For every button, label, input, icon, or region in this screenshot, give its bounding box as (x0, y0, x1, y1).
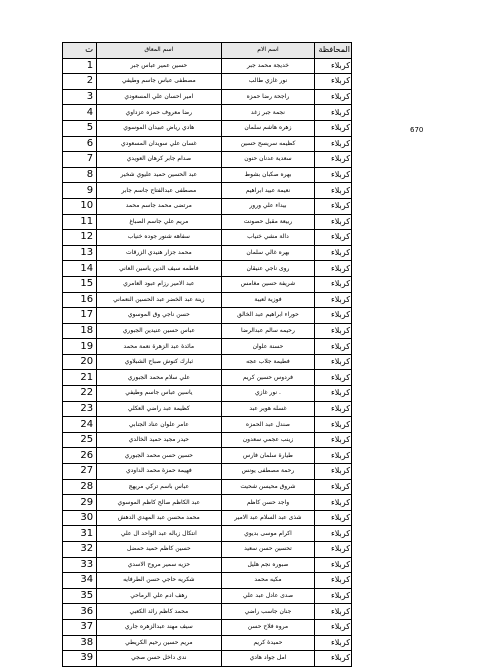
disabled-name: ندى داخل حسن صجي (97, 651, 221, 667)
table-row (63, 604, 352, 620)
governorate: كربلاء (315, 276, 352, 292)
row-number: 21 (63, 370, 97, 386)
row-number: 15 (63, 276, 97, 292)
row-number: 5 (63, 120, 97, 136)
governorate: كربلاء (315, 245, 352, 261)
mother-name: حوراء ابراهيم عبد الخالق (221, 308, 315, 324)
disabled-name: مصطفى عبدالفتاح جاسم جابر (97, 183, 221, 199)
governorate: كربلاء (315, 448, 352, 464)
header-num: ت (63, 43, 97, 59)
disabled-name: فاطمه سيف الدين ياسين العاني (97, 261, 221, 277)
governorate: كربلاء (315, 152, 352, 168)
governorate: كربلاء (315, 230, 352, 246)
mother-name: غسله هوير عبد (221, 401, 315, 417)
disabled-name: هادي رياض عبيدان الموسوي (97, 120, 221, 136)
disabled-name: حسين حسن محمد الجبوري (97, 448, 221, 464)
governorate: كربلاء (315, 417, 352, 433)
header-mother: اسم الام (221, 43, 315, 59)
disabled-name: عباس حسين عنيدين الجبوري (97, 323, 221, 339)
table-row (63, 120, 352, 136)
mother-name: حميدة كريم (221, 635, 315, 651)
table-row (63, 105, 352, 121)
row-number: 25 (63, 432, 97, 448)
table-row (63, 588, 352, 604)
mother-name: زينب عجمي سعدون (221, 432, 315, 448)
disabled-name: شكريه حاجي حسن الطرفايه (97, 573, 221, 589)
table-row (63, 417, 352, 433)
row-number: 3 (63, 89, 97, 105)
row-number: 24 (63, 417, 97, 433)
table-row (63, 432, 352, 448)
governorate: كربلاء (315, 261, 352, 277)
mother-name: واجد حسن كاظم (221, 495, 315, 511)
table-row (63, 635, 352, 651)
disabled-name: عباس باسم تركي مريهج (97, 479, 221, 495)
row-number: 35 (63, 588, 97, 604)
governorate: كربلاء (315, 323, 352, 339)
row-number: 37 (63, 619, 97, 635)
row-number: 2 (63, 74, 97, 90)
governorate: كربلاء (315, 167, 352, 183)
row-number: 8 (63, 167, 97, 183)
disabled-name: زينة عبد الخضر عبد الحسين النعماني (97, 292, 221, 308)
disabled-name: حسين عمير عباس جبر (97, 58, 221, 74)
governorate: كربلاء (315, 120, 352, 136)
disabled-name: ياسين عباس جاسم وطيفي (97, 386, 221, 402)
governorate: كربلاء (315, 635, 352, 651)
table-row (63, 557, 352, 573)
table-row (63, 495, 352, 511)
row-number: 9 (63, 183, 97, 199)
disabled-name: صدام جابر كرهان العويدي (97, 152, 221, 168)
disabled-name: مريم علي جاسم الصباغ (97, 214, 221, 230)
header-gov: المحافظة (315, 43, 352, 59)
mother-name: امل جواد هادي (221, 651, 315, 667)
row-number: 18 (63, 323, 97, 339)
governorate: كربلاء (315, 604, 352, 620)
table-row (63, 136, 352, 152)
table-row (63, 230, 352, 246)
disabled-name: مريم حسين رحيم الكريطي (97, 635, 221, 651)
mother-name: فوزية لعيبة (221, 292, 315, 308)
row-number: 28 (63, 479, 97, 495)
table-row (63, 89, 352, 105)
governorate: كربلاء (315, 542, 352, 558)
mother-name: مكيه محمد (221, 573, 315, 589)
table-row (63, 58, 352, 74)
mother-name: ربيعة مقبل حصونت (221, 214, 315, 230)
governorate: كربلاء (315, 432, 352, 448)
governorate: كربلاء (315, 386, 352, 402)
governorate: كربلاء (315, 479, 352, 495)
governorate: كربلاء (315, 58, 352, 74)
row-number: 34 (63, 573, 97, 589)
row-number: 22 (63, 386, 97, 402)
governorate: كربلاء (315, 464, 352, 480)
row-number: 11 (63, 214, 97, 230)
mother-name: فطيمة جلاب عجه (221, 354, 315, 370)
disabled-name: عبد الحسين حميد عليوي شخير (97, 167, 221, 183)
disabled-name: مرتضى محمد جاسم محمد (97, 198, 221, 214)
table-row (63, 292, 352, 308)
disabled-name: امير احسان علي المسعودي (97, 89, 221, 105)
disabled-name: سفاهه شنور جوده خنياب (97, 230, 221, 246)
disabled-name: محمد محسن عبد المهدي الدهش (97, 510, 221, 526)
row-number: 32 (63, 542, 97, 558)
governorate: كربلاء (315, 89, 352, 105)
table-row (63, 479, 352, 495)
row-number: 36 (63, 604, 97, 620)
row-number: 23 (63, 401, 97, 417)
disabled-name: كظيمة عبد راضي العكلي (97, 401, 221, 417)
table-row (63, 401, 352, 417)
governorate: كربلاء (315, 339, 352, 355)
mother-name: شروق محيسن شحيت (221, 479, 315, 495)
mother-name: زهره هاشم سلمان (221, 120, 315, 136)
disabled-name: رهف ادم علي الرماحي (97, 588, 221, 604)
table-row (63, 167, 352, 183)
row-number: 13 (63, 245, 97, 261)
row-number: 29 (63, 495, 97, 511)
governorate: كربلاء (315, 354, 352, 370)
row-number: 16 (63, 292, 97, 308)
mother-name: شذى عبد السلام عبد الامير (221, 510, 315, 526)
disabled-name: حيدر مجيد حميد الخالدي (97, 432, 221, 448)
disabled-name: مصطفى عباس جاسم وطيفي (97, 74, 221, 90)
table-row (63, 308, 352, 324)
governorate: كربلاء (315, 510, 352, 526)
table-row (63, 510, 352, 526)
governorate: كربلاء (315, 214, 352, 230)
mother-name: مروه فلاح حسن (221, 619, 315, 635)
disabled-name: عبد الامير رزام عبود العامري (97, 276, 221, 292)
governorate: كربلاء (315, 370, 352, 386)
mother-name: بهره صكبان بشوط (221, 167, 315, 183)
governorate: كربلاء (315, 495, 352, 511)
mother-name: صدى عادل عبد علي (221, 588, 315, 604)
table-row (63, 245, 352, 261)
mother-name: كظيمه سريسح حسين (221, 136, 315, 152)
row-number: 38 (63, 635, 97, 651)
governorate: كربلاء (315, 183, 352, 199)
disabled-name: علي سلام محمد الجبوري (97, 370, 221, 386)
governorate: كربلاء (315, 105, 352, 121)
mother-name: سعدية عدنان حنون (221, 152, 315, 168)
mother-name: نور غازي طالب (221, 74, 315, 90)
governorate: كربلاء (315, 588, 352, 604)
table-row (63, 339, 352, 355)
row-number: 27 (63, 464, 97, 480)
governorate: كربلاء (315, 526, 352, 542)
table-row (63, 542, 352, 558)
disabled-name: محمد جزار هنيدي الزرقات (97, 245, 221, 261)
row-number: 30 (63, 510, 97, 526)
table-row (63, 526, 352, 542)
mother-name: بيداء علي ورور (221, 198, 315, 214)
disabled-name: ثبارك كنوش صباح الشبلاوي (97, 354, 221, 370)
mother-name: جنان جاسب راضي (221, 604, 315, 620)
disabled-name: عبد الكاظم صالح كاظم الموسوي (97, 495, 221, 511)
mother-name: رحيمه سالم عبدالرضا (221, 323, 315, 339)
mother-name: دالة مشي خنياب (221, 230, 315, 246)
governorate: كربلاء (315, 619, 352, 635)
governorate: كربلاء (315, 651, 352, 667)
row-number: 39 (63, 651, 97, 667)
disabled-name: مائدة عبد الزهرة نعمة محمد (97, 339, 221, 355)
row-number: 19 (63, 339, 97, 355)
table-row (63, 183, 352, 199)
table-row (63, 261, 352, 277)
row-number: 33 (63, 557, 97, 573)
disabled-name: حسين كاظم حميد حمضل (97, 542, 221, 558)
row-number: 26 (63, 448, 97, 464)
table-row (63, 323, 352, 339)
row-number: 6 (63, 136, 97, 152)
table-row (63, 214, 352, 230)
mother-name: صبوره نجم هليل (221, 557, 315, 573)
governorate: كربلاء (315, 136, 352, 152)
mother-name: نجمة جبر زغد (221, 105, 315, 121)
governorate: كربلاء (315, 198, 352, 214)
table-row (63, 464, 352, 480)
mother-name: شريفة حسين مغامس (221, 276, 315, 292)
mother-name: راجحة رضا حمزه (221, 89, 315, 105)
row-number: 10 (63, 198, 97, 214)
governorate: كربلاء (315, 401, 352, 417)
mother-name: نعيمة عبيد ابراهيم (221, 183, 315, 199)
governorate: كربلاء (315, 74, 352, 90)
table-row (63, 152, 352, 168)
header-name: اسم المعاق (97, 43, 221, 59)
mother-name: صندل عبد الحمزه (221, 417, 315, 433)
row-number: 31 (63, 526, 97, 542)
governorate: كربلاء (315, 557, 352, 573)
disability-list-table (62, 42, 352, 667)
mother-name: تحسين حسن سعيد (221, 542, 315, 558)
disabled-name: انتكال زباله عبد الواحد ال علي (97, 526, 221, 542)
row-number: 4 (63, 105, 97, 121)
table-row (63, 651, 352, 667)
header-row (63, 43, 352, 59)
mother-name: بهره غالي سلمان (221, 245, 315, 261)
table-row (63, 573, 352, 589)
governorate: كربلاء (315, 308, 352, 324)
mother-name: طيارة سلمان فارس (221, 448, 315, 464)
mother-name: خديجة محمد جبر (221, 58, 315, 74)
disabled-name: رضا معروف حمزه عزداوي (97, 105, 221, 121)
mother-name: رحمة مصطفى يونس (221, 464, 315, 480)
table-row (63, 619, 352, 635)
mother-name: نور غازي . (221, 386, 315, 402)
disabled-name: سيف مهند عبدالزهره جاري (97, 619, 221, 635)
table-row (63, 276, 352, 292)
disabled-name: حسن ناجي وق الموسوي (97, 308, 221, 324)
disabled-name: غسان علي سويدان المسعودي (97, 136, 221, 152)
governorate: كربلاء (315, 292, 352, 308)
table-row (63, 74, 352, 90)
row-number: 14 (63, 261, 97, 277)
disabled-name: محمد كاظم رائد الكعبي (97, 604, 221, 620)
disabled-name: حزيه سمير مروح الاسدي (97, 557, 221, 573)
governorate: كربلاء (315, 573, 352, 589)
row-number: 1 (63, 58, 97, 74)
row-number: 20 (63, 354, 97, 370)
disabled-name: فهيمة حمزة محمد الداودي (97, 464, 221, 480)
row-number: 17 (63, 308, 97, 324)
disabled-name: عامر علوان عناد الجنابي (97, 417, 221, 433)
mother-name: حسنة علوان (221, 339, 315, 355)
table-row (63, 198, 352, 214)
mother-name: اكرام موسى بديوي (221, 526, 315, 542)
side-number: 670 (410, 126, 424, 134)
mother-name: روى ناجي عنيقان (221, 261, 315, 277)
mother-name: فردوس حسين كريم (221, 370, 315, 386)
table-row (63, 386, 352, 402)
table-row (63, 354, 352, 370)
row-number: 7 (63, 152, 97, 168)
row-number: 12 (63, 230, 97, 246)
table-row (63, 370, 352, 386)
table-row (63, 448, 352, 464)
